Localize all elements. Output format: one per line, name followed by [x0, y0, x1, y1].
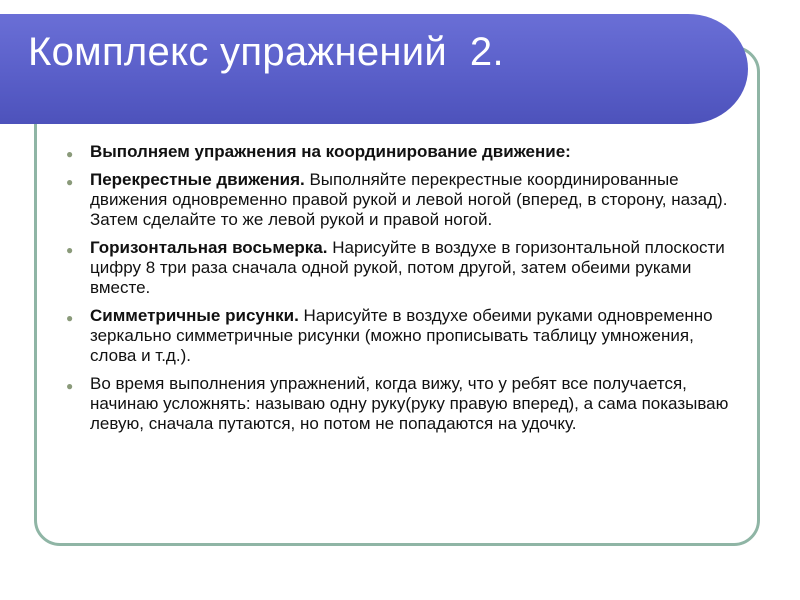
item-text: Выполняйте перекрестные координированные движения одновременно правой рукой и левой ногой (вперед, в сторону, назад). Затем сделайте то же левой рукой и правой ногой.	[90, 170, 728, 229]
slide-title: Комплекс упражнений 2.	[28, 30, 504, 74]
item-lead: Выполняем упражнения на координирование движение:	[90, 142, 571, 161]
item-lead: Перекрестные движения.	[90, 170, 305, 189]
bullet-icon: ●	[66, 175, 74, 189]
item-text: Нарисуйте в воздухе в горизонтальной плоскости цифру 8 три раза сначала одной рукой, потом другой, затем обеими руками вместе.	[90, 238, 725, 297]
item-lead: Горизонтальная восьмерка.	[90, 238, 328, 257]
bullet-icon: ●	[66, 147, 74, 161]
item-lead: Симметричные рисунки.	[90, 306, 299, 325]
list-item	[62, 142, 732, 162]
item-text: Во время выполнения упражнений, когда вижу, что у ребят все получается, начинаю усложнять: называю одну руку(руку правую вперед), а сама показываю левую, сначала путаются, но потом не попадаются на удочку.	[90, 374, 729, 433]
list-item	[62, 238, 732, 298]
bullet-icon: ●	[66, 311, 74, 325]
list-item	[62, 170, 732, 230]
list-item	[62, 374, 732, 434]
bullet-list	[62, 142, 732, 442]
list-item	[62, 306, 732, 366]
bullet-icon: ●	[66, 379, 74, 393]
bullet-icon: ●	[66, 243, 74, 257]
item-text: Нарисуйте в воздухе обеими руками одновременно зеркально симметричные рисунки (можно прописывать таблицу умножения, слова и т.д.).	[90, 306, 713, 365]
